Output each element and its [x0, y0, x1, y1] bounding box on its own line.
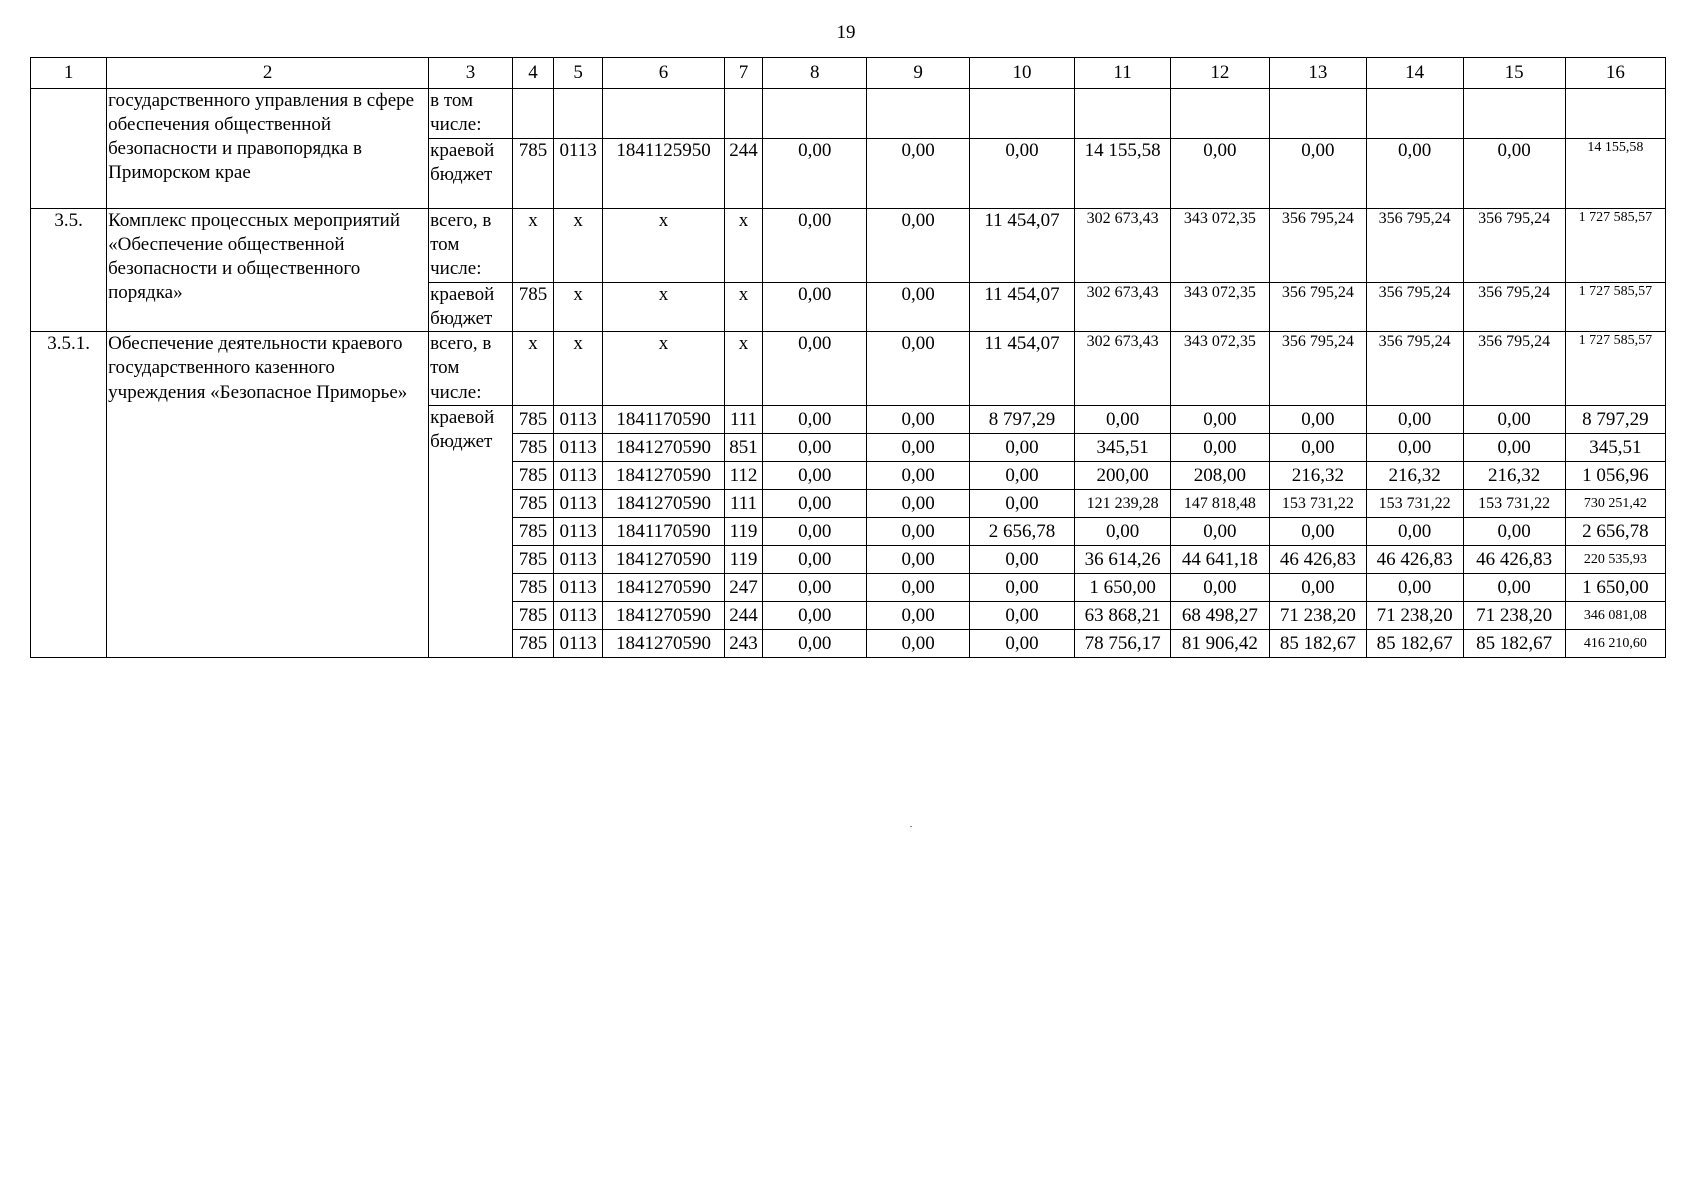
cell-col-6: 1841270590	[603, 574, 725, 602]
cell-col-16	[1565, 89, 1665, 139]
cell-col-13: 85 182,67	[1269, 630, 1366, 658]
cell-col-8: 0,00	[763, 462, 867, 490]
cell-col-12: 343 072,35	[1170, 209, 1269, 283]
cell-col-9: 0,00	[867, 630, 969, 658]
cell-col-14: 153 731,22	[1366, 490, 1463, 518]
cell-col-5: 0113	[554, 462, 603, 490]
cell-col-6: 1841270590	[603, 602, 725, 630]
cell-col-5: 0113	[554, 434, 603, 462]
cell-col-8: 0,00	[763, 602, 867, 630]
cell-col-13: 356 795,24	[1269, 209, 1366, 283]
cell-col-13: 153 731,22	[1269, 490, 1366, 518]
cell-col-6: 1841270590	[603, 434, 725, 462]
cell-col-11	[1075, 89, 1171, 139]
cell-col-14	[1366, 89, 1463, 139]
cell-col-10: 0,00	[969, 602, 1075, 630]
cell-col-9: 0,00	[867, 546, 969, 574]
cell-col-9: 0,00	[867, 139, 969, 209]
cell-col-13: 0,00	[1269, 574, 1366, 602]
cell-col-4: 785	[512, 546, 553, 574]
cell-col-10	[969, 89, 1075, 139]
cell-col-12	[1170, 89, 1269, 139]
column-number-16: 16	[1565, 58, 1665, 89]
cell-col-8: 0,00	[763, 209, 867, 283]
cell-col-12: 0,00	[1170, 574, 1269, 602]
cell-col-11: 0,00	[1075, 406, 1171, 434]
cell-col-12: 343 072,35	[1170, 332, 1269, 406]
cell-col-11: 200,00	[1075, 462, 1171, 490]
cell-col-4: х	[512, 209, 553, 283]
cell-col-14: 0,00	[1366, 139, 1463, 209]
cell-col-11: 345,51	[1075, 434, 1171, 462]
cell-col-6: х	[603, 332, 725, 406]
cell-col-16: 1 727 585,57	[1565, 332, 1665, 406]
cell-col-12: 0,00	[1170, 139, 1269, 209]
cell-col-6: 1841170590	[603, 518, 725, 546]
cell-col-9: 0,00	[867, 490, 969, 518]
cell-col-5: 0113	[554, 630, 603, 658]
cell-col-6: 1841270590	[603, 630, 725, 658]
cell-col-11: 0,00	[1075, 518, 1171, 546]
column-number-14: 14	[1366, 58, 1463, 89]
cell-col-10: 2 656,78	[969, 518, 1075, 546]
cell-col-10: 0,00	[969, 630, 1075, 658]
column-number-4: 4	[512, 58, 553, 89]
cell-col-6: 1841270590	[603, 546, 725, 574]
cell-col-15: 216,32	[1463, 462, 1565, 490]
column-number-3: 3	[429, 58, 513, 89]
cell-col-15: 356 795,24	[1463, 283, 1565, 332]
funding-source: в том числе:	[429, 89, 513, 139]
cell-col-15: 85 182,67	[1463, 630, 1565, 658]
cell-col-5: 0113	[554, 139, 603, 209]
cell-col-15: 0,00	[1463, 518, 1565, 546]
cell-col-10: 11 454,07	[969, 209, 1075, 283]
cell-col-5: 0113	[554, 406, 603, 434]
cell-col-15: 46 426,83	[1463, 546, 1565, 574]
column-number-13: 13	[1269, 58, 1366, 89]
cell-col-13	[1269, 89, 1366, 139]
cell-col-11: 36 614,26	[1075, 546, 1171, 574]
cell-col-9: 0,00	[867, 518, 969, 546]
cell-col-16: 1 650,00	[1565, 574, 1665, 602]
cell-col-16: 345,51	[1565, 434, 1665, 462]
column-number-row	[31, 58, 1666, 89]
cell-col-7: 243	[724, 630, 762, 658]
cell-col-14: 46 426,83	[1366, 546, 1463, 574]
cell-col-14: 0,00	[1366, 574, 1463, 602]
column-number-10: 10	[969, 58, 1075, 89]
cell-col-12: 0,00	[1170, 434, 1269, 462]
cell-col-15: 0,00	[1463, 434, 1565, 462]
cell-col-7: 851	[724, 434, 762, 462]
cell-col-7: 111	[724, 490, 762, 518]
cell-col-16: 14 155,58	[1565, 139, 1665, 209]
table-row	[31, 89, 1666, 139]
cell-col-13: 71 238,20	[1269, 602, 1366, 630]
cell-col-15: 0,00	[1463, 574, 1565, 602]
cell-col-4	[512, 89, 553, 139]
cell-col-16: 2 656,78	[1565, 518, 1665, 546]
funding-source: всего, в том числе:	[429, 332, 513, 406]
cell-col-6: 1841125950	[603, 139, 725, 209]
cell-col-9: 0,00	[867, 574, 969, 602]
cell-col-10: 0,00	[969, 490, 1075, 518]
cell-col-11: 302 673,43	[1075, 283, 1171, 332]
cell-col-14: 0,00	[1366, 434, 1463, 462]
cell-col-15	[1463, 89, 1565, 139]
column-number-6: 6	[603, 58, 725, 89]
item-name: государственного управления в сфере обеспечения общественной безопасности и правопорядка в Приморском крае	[107, 89, 429, 209]
cell-col-16: 220 535,93	[1565, 546, 1665, 574]
table-row	[31, 332, 1666, 406]
cell-col-10: 8 797,29	[969, 406, 1075, 434]
cell-col-6: х	[603, 283, 725, 332]
cell-col-8: 0,00	[763, 332, 867, 406]
column-number-9: 9	[867, 58, 969, 89]
cell-col-5: 0113	[554, 490, 603, 518]
column-number-15: 15	[1463, 58, 1565, 89]
table-row	[31, 209, 1666, 283]
cell-col-5: 0113	[554, 518, 603, 546]
column-number-5: 5	[554, 58, 603, 89]
cell-col-12: 208,00	[1170, 462, 1269, 490]
cell-col-11: 302 673,43	[1075, 209, 1171, 283]
scan-speck	[910, 826, 912, 827]
cell-col-10: 0,00	[969, 574, 1075, 602]
cell-col-8	[763, 89, 867, 139]
cell-col-5: х	[554, 332, 603, 406]
cell-col-15: 71 238,20	[1463, 602, 1565, 630]
cell-col-13: 216,32	[1269, 462, 1366, 490]
cell-col-6: 1841270590	[603, 490, 725, 518]
cell-col-5: 0113	[554, 602, 603, 630]
cell-col-13: 46 426,83	[1269, 546, 1366, 574]
cell-col-13: 356 795,24	[1269, 283, 1366, 332]
cell-col-9: 0,00	[867, 332, 969, 406]
cell-col-10: 0,00	[969, 546, 1075, 574]
cell-col-12: 44 641,18	[1170, 546, 1269, 574]
cell-col-7	[724, 89, 762, 139]
cell-col-8: 0,00	[763, 546, 867, 574]
cell-col-8: 0,00	[763, 283, 867, 332]
cell-col-7: 111	[724, 406, 762, 434]
column-number-2: 2	[107, 58, 429, 89]
cell-col-12: 0,00	[1170, 518, 1269, 546]
column-number-8: 8	[763, 58, 867, 89]
cell-col-5	[554, 89, 603, 139]
cell-col-8: 0,00	[763, 406, 867, 434]
cell-col-9: 0,00	[867, 283, 969, 332]
cell-col-12: 81 906,42	[1170, 630, 1269, 658]
cell-col-14: 71 238,20	[1366, 602, 1463, 630]
funding-source: всего, в том числе:	[429, 209, 513, 283]
cell-col-16: 1 727 585,57	[1565, 283, 1665, 332]
cell-col-14: 356 795,24	[1366, 332, 1463, 406]
cell-col-7: х	[724, 283, 762, 332]
cell-col-9: 0,00	[867, 406, 969, 434]
cell-col-15: 0,00	[1463, 406, 1565, 434]
cell-col-9: 0,00	[867, 462, 969, 490]
item-name: Комплекс процессных мероприятий «Обеспечение общественной безопасности и общественного порядка»	[107, 209, 429, 332]
cell-col-7: 244	[724, 602, 762, 630]
cell-col-8: 0,00	[763, 574, 867, 602]
cell-col-11: 302 673,43	[1075, 332, 1171, 406]
item-number	[31, 89, 107, 209]
cell-col-15: 356 795,24	[1463, 209, 1565, 283]
cell-col-9	[867, 89, 969, 139]
column-number-1: 1	[31, 58, 107, 89]
cell-col-5: 0113	[554, 546, 603, 574]
cell-col-4: 785	[512, 434, 553, 462]
cell-col-7: 112	[724, 462, 762, 490]
cell-col-14: 216,32	[1366, 462, 1463, 490]
cell-col-4: 785	[512, 630, 553, 658]
cell-col-10: 0,00	[969, 462, 1075, 490]
cell-col-10: 0,00	[969, 139, 1075, 209]
funding-source: краевой бюджет	[429, 283, 513, 332]
budget-table	[30, 57, 1666, 658]
column-number-11: 11	[1075, 58, 1171, 89]
cell-col-14: 0,00	[1366, 518, 1463, 546]
cell-col-4: 785	[512, 574, 553, 602]
cell-col-13: 356 795,24	[1269, 332, 1366, 406]
cell-col-7: 247	[724, 574, 762, 602]
cell-col-4: 785	[512, 406, 553, 434]
column-number-7: 7	[724, 58, 762, 89]
cell-col-6	[603, 89, 725, 139]
cell-col-5: 0113	[554, 574, 603, 602]
cell-col-14: 356 795,24	[1366, 209, 1463, 283]
funding-source: краевой бюджет	[429, 406, 513, 658]
cell-col-16: 1 056,96	[1565, 462, 1665, 490]
cell-col-10: 11 454,07	[969, 283, 1075, 332]
cell-col-8: 0,00	[763, 630, 867, 658]
cell-col-8: 0,00	[763, 490, 867, 518]
cell-col-15: 356 795,24	[1463, 332, 1565, 406]
item-name: Обеспечение деятельности краевого государственного казенного учреждения «Безопасное Приморье»	[107, 332, 429, 658]
cell-col-4: 785	[512, 462, 553, 490]
funding-source: краевой бюджет	[429, 139, 513, 209]
cell-col-8: 0,00	[763, 139, 867, 209]
cell-col-13: 0,00	[1269, 434, 1366, 462]
column-number-12: 12	[1170, 58, 1269, 89]
cell-col-16: 346 081,08	[1565, 602, 1665, 630]
cell-col-5: х	[554, 209, 603, 283]
cell-col-8: 0,00	[763, 518, 867, 546]
cell-col-12: 68 498,27	[1170, 602, 1269, 630]
cell-col-10: 11 454,07	[969, 332, 1075, 406]
cell-col-16: 1 727 585,57	[1565, 209, 1665, 283]
cell-col-9: 0,00	[867, 434, 969, 462]
cell-col-4: 785	[512, 602, 553, 630]
cell-col-15: 153 731,22	[1463, 490, 1565, 518]
cell-col-4: 785	[512, 490, 553, 518]
cell-col-7: 119	[724, 546, 762, 574]
cell-col-4: х	[512, 332, 553, 406]
cell-col-6: 1841270590	[603, 462, 725, 490]
cell-col-11: 14 155,58	[1075, 139, 1171, 209]
cell-col-4: 785	[512, 139, 553, 209]
cell-col-7: 244	[724, 139, 762, 209]
cell-col-14: 356 795,24	[1366, 283, 1463, 332]
item-number: 3.5.1.	[31, 332, 107, 658]
cell-col-12: 0,00	[1170, 406, 1269, 434]
cell-col-11: 78 756,17	[1075, 630, 1171, 658]
cell-col-16: 730 251,42	[1565, 490, 1665, 518]
cell-col-10: 0,00	[969, 434, 1075, 462]
cell-col-5: х	[554, 283, 603, 332]
cell-col-6: х	[603, 209, 725, 283]
cell-col-13: 0,00	[1269, 139, 1366, 209]
cell-col-9: 0,00	[867, 602, 969, 630]
cell-col-11: 63 868,21	[1075, 602, 1171, 630]
cell-col-4: 785	[512, 283, 553, 332]
cell-col-16: 8 797,29	[1565, 406, 1665, 434]
cell-col-11: 1 650,00	[1075, 574, 1171, 602]
cell-col-16: 416 210,60	[1565, 630, 1665, 658]
cell-col-13: 0,00	[1269, 518, 1366, 546]
cell-col-7: х	[724, 209, 762, 283]
cell-col-14: 0,00	[1366, 406, 1463, 434]
page-number: 19	[836, 22, 856, 43]
cell-col-8: 0,00	[763, 434, 867, 462]
cell-col-6: 1841170590	[603, 406, 725, 434]
cell-col-4: 785	[512, 518, 553, 546]
cell-col-9: 0,00	[867, 209, 969, 283]
cell-col-7: х	[724, 332, 762, 406]
cell-col-7: 119	[724, 518, 762, 546]
cell-col-13: 0,00	[1269, 406, 1366, 434]
cell-col-12: 343 072,35	[1170, 283, 1269, 332]
cell-col-14: 85 182,67	[1366, 630, 1463, 658]
cell-col-15: 0,00	[1463, 139, 1565, 209]
cell-col-11: 121 239,28	[1075, 490, 1171, 518]
item-number: 3.5.	[31, 209, 107, 332]
cell-col-12: 147 818,48	[1170, 490, 1269, 518]
